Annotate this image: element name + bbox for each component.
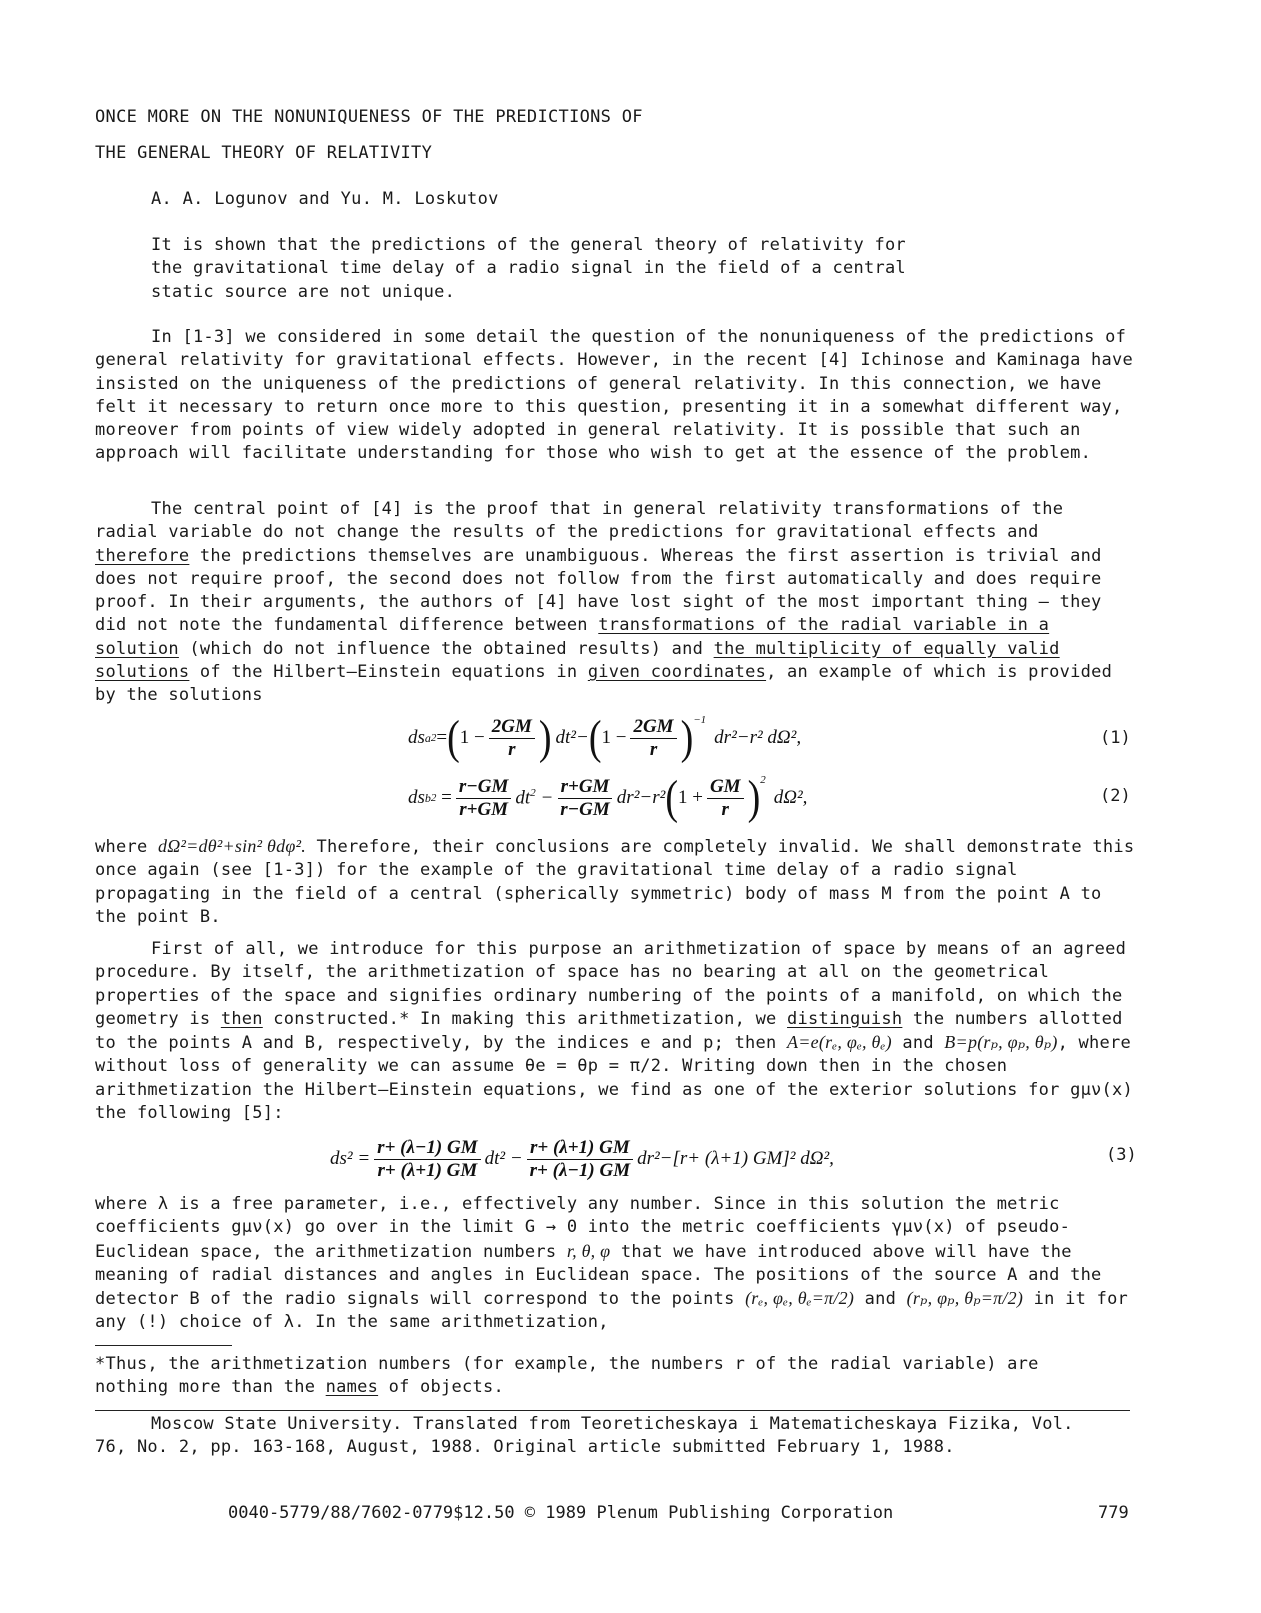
paragraph-arithmetization: First of all, we introduce for this purpose an arithmetization of space by means of an agreed procedure. By itself, the arithmetization of space has no bearing at all on the geometrical properties of the space and signifies ordinary numbering of the points of a manifold, on which the geometry is then constructed.* In making this arithmetization, we distinguish the numbers allotted to the points A and B, respectively, by the indices e and p; then A=e(rₑ, φₑ, θₑ) and B=p(rₚ, φₚ, θₚ), where without loss of generality we can assume θe = θp = π/2. Writing down then in the chosen arithmetization the Hilbert–Einstein equations, we find as one of the exterior solutions for gμν(x) the following [5]: bbox=[95, 939, 1134, 1124]
paragraph-where-domega: where dΩ²=dθ²+sin² θdφ². Therefore, their conclusions are completely invalid. We shall demonstrate this once again (see [1-3]) for the example of the gravitational time delay of a radio signal propagating in the field of a central (spherically symmetric) body of mass M from the point A to the point B. bbox=[95, 836, 1135, 927]
authors: A. A. Logunov and Yu. M. Loskutov bbox=[151, 189, 499, 209]
affiliation-note: Moscow State University. Translated from Teoreticheskaya i Matematicheskaya Fizika, Vol. 76, No. 2, pp. 163-168, August, 1988. Original article submitted February 1, 1988. bbox=[95, 1414, 1074, 1458]
footnote: *Thus, the arithmetization numbers (for example, the numbers r of the radial variable) are nothing more than the names of objects. bbox=[95, 1354, 1039, 1398]
underlined-names: names bbox=[325, 1377, 379, 1398]
equation-3-number: (3) bbox=[1106, 1145, 1137, 1165]
footnote-rule bbox=[95, 1345, 232, 1346]
underlined-multiplicity: the multiplicity of equally valid solutions bbox=[95, 638, 1060, 683]
paragraph-intro: In [1-3] we considered in some detail the question of the nonuniqueness of the predictions of general relativity for gravitational effects. However, in the recent [4] Ichinose and Kaminaga have insisted on the uniqueness of the predictions of general relativity. In this connection, we have felt it necessary to return once more to this question, presenting it in a somewhat different way, moreover from points of view widely adopted in general relativity. It is possible that such an approach will facilitate understanding for those who wish to get at the essence of the problem. bbox=[95, 327, 1134, 464]
equation-2-number: (2) bbox=[1100, 786, 1131, 806]
underlined-transformations: transformations of the radial variable in a solution bbox=[95, 615, 1050, 659]
paper-title-line-1: ONCE MORE ON THE NONUNIQUENESS OF THE PREDICTIONS OF bbox=[95, 107, 643, 127]
equation-1-number: (1) bbox=[1100, 728, 1131, 748]
underlined-therefore: therefore bbox=[95, 545, 190, 566]
underlined-distinguish: distinguish bbox=[787, 1008, 903, 1029]
underlined-given-coordinates: given coordinates bbox=[587, 662, 767, 683]
math-domega: dΩ²=dθ²+sin² θdφ². bbox=[157, 836, 306, 856]
footer-code: 0040-5779/88/7602-0779$12.50 © 1989 Plenum Publishing Corporation bbox=[228, 1503, 894, 1523]
paper-title-line-2: THE GENERAL THEORY OF RELATIVITY bbox=[95, 143, 433, 163]
equation-2: ds b 2 = $\frac{r-GM}{r+GM}$ $dt^2$ − $\frac{r+GM}{r-GM}$ dr²−r² ( 1 + $\frac{GM}{r}$ ) $^2$ dΩ², bbox=[408, 771, 808, 825]
equation-1: ds a 2 = ( 1 − $\frac{2GM}{r}$ ) dt²− ( 1 − $\frac{2GM}{r}$ ) $^{-1}$ dr²−r² dΩ², bbox=[408, 711, 802, 765]
equation-3: ds² = $\frac{r+ (\lambda-1) GM}{r+ (\lambda+1) GM}$ dt² − $\frac{r+ (\lambda+1) GM}{r+ (\lambda-1) GM}$ dr²−[r+ (λ+1) GM]² dΩ², bbox=[330, 1136, 834, 1181]
underlined-then: then bbox=[220, 1008, 263, 1029]
paragraph-lambda: where λ is a free parameter, i.e., effectively any number. Since in this solution the metric coefficients gμν(x) go over in the limit G → 0 into the metric coefficients γμν(x) of pseudo-Euclidean space, the arithmetization numbers r, θ, φ that we have introduced above will have the meaning of radial distances and angles in Euclidean space. The positions of the source A and the detector B of the radio signals will correspond to the points (rₑ, φₑ, θₑ=π/2) and (rₚ, φₚ, θₚ=π/2) in it for any (!) choice of λ. In the same arithmetization, bbox=[95, 1194, 1129, 1333]
page-number: 779 bbox=[1098, 1503, 1129, 1523]
affiliation-rule bbox=[95, 1410, 1130, 1411]
paragraph-central-point: The central point of [4] is the proof that in general relativity transformations of the radial variable do not change the results of the predictions for gravitational effects and therefore the predictions themselves are unambiguous. Whereas the first assertion is trivial and does not require proof, the second does not follow from the first automatically and does require proof. In their arguments, the authors of [4] have lost sight of the most important thing — they did not note the fundamental difference between transformations of the radial variable in a solution (which do not influence the obtained results) and the multiplicity of equally valid solutions of the Hilbert–Einstein equations in given coordinates, an example of which is provided by the solutions bbox=[95, 499, 1113, 706]
abstract: It is shown that the predictions of the general theory of relativity for the gravitational time delay of a radio signal in the field of a central static source are not unique. bbox=[151, 235, 906, 302]
